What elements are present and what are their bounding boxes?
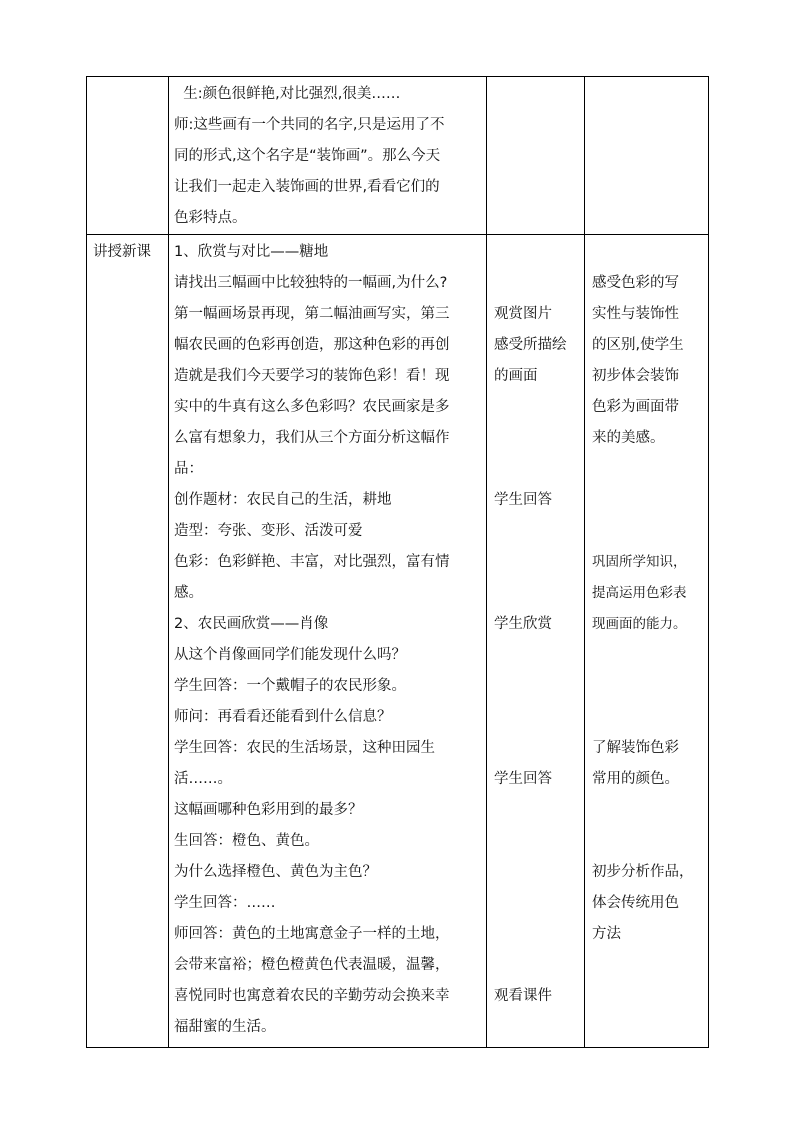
content-line: 同的形式,这个名字是“装饰画”。那么今天 xyxy=(174,148,441,164)
content-line: 学生回答：一个戴帽子的农民形象。 xyxy=(174,678,406,694)
content-line: 活……。 xyxy=(174,771,232,787)
student-activity-cell xyxy=(487,77,585,235)
table-row xyxy=(87,77,709,235)
content-line: 师问：再看看还能看到什么信息？ xyxy=(174,709,392,725)
content-line: 品： xyxy=(174,461,203,477)
lesson-plan-table xyxy=(86,76,709,1048)
content-line: 生回答：橙色、黄色。 xyxy=(174,833,319,849)
activity-line: 学生欣赏 xyxy=(494,616,552,632)
intent-line: 体会传统用色 xyxy=(592,895,679,911)
intent-line: 巩固所学知识， xyxy=(592,554,687,570)
activity-line: 观看课件 xyxy=(494,988,552,1004)
intent-line: 的区别,使学生 xyxy=(592,337,684,353)
table-row xyxy=(87,235,709,1048)
content-line: 学生回答：农民的生活场景，这种田园生 xyxy=(174,740,435,756)
content-line: 2、农民画欣赏——肖像 xyxy=(174,616,329,632)
intent-line: 色彩为画面带 xyxy=(592,399,679,415)
stage-cell xyxy=(87,77,169,235)
content-line: 第一幅画场景再现，第二幅油画写实，第三 xyxy=(174,306,450,322)
intent-line: 方法 xyxy=(592,926,621,942)
content-line: 感。 xyxy=(174,585,203,601)
activity-line: 的画面 xyxy=(494,368,538,384)
intent-line: 实性与装饰性 xyxy=(592,306,679,322)
content-line: 为什么选择橙色、黄色为主色？ xyxy=(174,864,377,880)
intent-line: 现画面的能力。 xyxy=(592,616,687,632)
content-line: 创作题材：农民自己的生活，耕地 xyxy=(174,492,392,508)
content-line: 1、欣赏与对比——糖地 xyxy=(174,244,329,260)
stage-cell xyxy=(87,235,169,1048)
intent-line: 初步体会装饰 xyxy=(592,368,679,384)
design-intent-cell xyxy=(585,235,709,1048)
activity-line: 学生回答 xyxy=(494,492,552,508)
intent-line: 来的美感。 xyxy=(592,430,665,446)
content-line: 让我们一起走入装饰画的世界,看看它们的 xyxy=(174,179,440,195)
activity-line: 学生回答 xyxy=(494,771,552,787)
intent-line: 感受色彩的写 xyxy=(592,275,679,291)
content-line: 从这个肖像画同学们能发现什么吗？ xyxy=(174,647,406,663)
content-line: 师:这些画有一个共同的名字,只是运用了不 xyxy=(174,117,445,133)
content-line: 造就是我们今天要学习的装饰色彩！看！现 xyxy=(174,368,450,384)
activity-line: 观赏图片 xyxy=(494,306,552,322)
intent-line: 提高运用色彩表 xyxy=(592,585,687,601)
content-line: 学生回答：…… xyxy=(174,895,276,911)
content-line: 喜悦同时也寓意着农民的辛勤劳动会换来幸 xyxy=(174,988,450,1004)
content-line: 么富有想象力，我们从三个方面分析这幅作 xyxy=(174,430,450,446)
intent-line: 了解装饰色彩 xyxy=(592,740,679,756)
content-line: 师回答：黄色的土地寓意金子一样的土地， xyxy=(174,926,450,942)
content-line: 请找出三幅画中比较独特的一幅画,为什么? xyxy=(174,275,448,291)
stage-label: 讲授新课 xyxy=(93,244,151,260)
student-activity-cell xyxy=(487,235,585,1048)
activity-line: 感受所描绘 xyxy=(494,337,567,353)
design-intent-cell xyxy=(585,77,709,235)
content-line: 色彩：色彩鲜艳、丰富，对比强烈，富有情 xyxy=(174,554,450,570)
content-line: 生:颜色很鲜艳,对比强烈,很美…… xyxy=(174,86,401,102)
content-line: 幅农民画的色彩再创造，那这种色彩的再创 xyxy=(174,337,450,353)
intent-line: 常用的颜色。 xyxy=(592,771,679,787)
content-line: 造型：夸张、变形、活泼可爱 xyxy=(174,523,363,539)
intent-line: 初步分析作品， xyxy=(592,864,694,880)
content-line: 实中的牛真有这么多色彩吗？农民画家是多 xyxy=(174,399,450,415)
teaching-content-cell xyxy=(169,235,487,1048)
content-line: 会带来富裕；橙色橙黄色代表温暖，温馨， xyxy=(174,957,450,973)
content-line: 福甜蜜的生活。 xyxy=(174,1019,276,1035)
content-line: 这幅画哪种色彩用到的最多？ xyxy=(174,802,363,818)
teaching-content-cell xyxy=(169,77,487,235)
content-line: 色彩特点。 xyxy=(174,210,247,226)
